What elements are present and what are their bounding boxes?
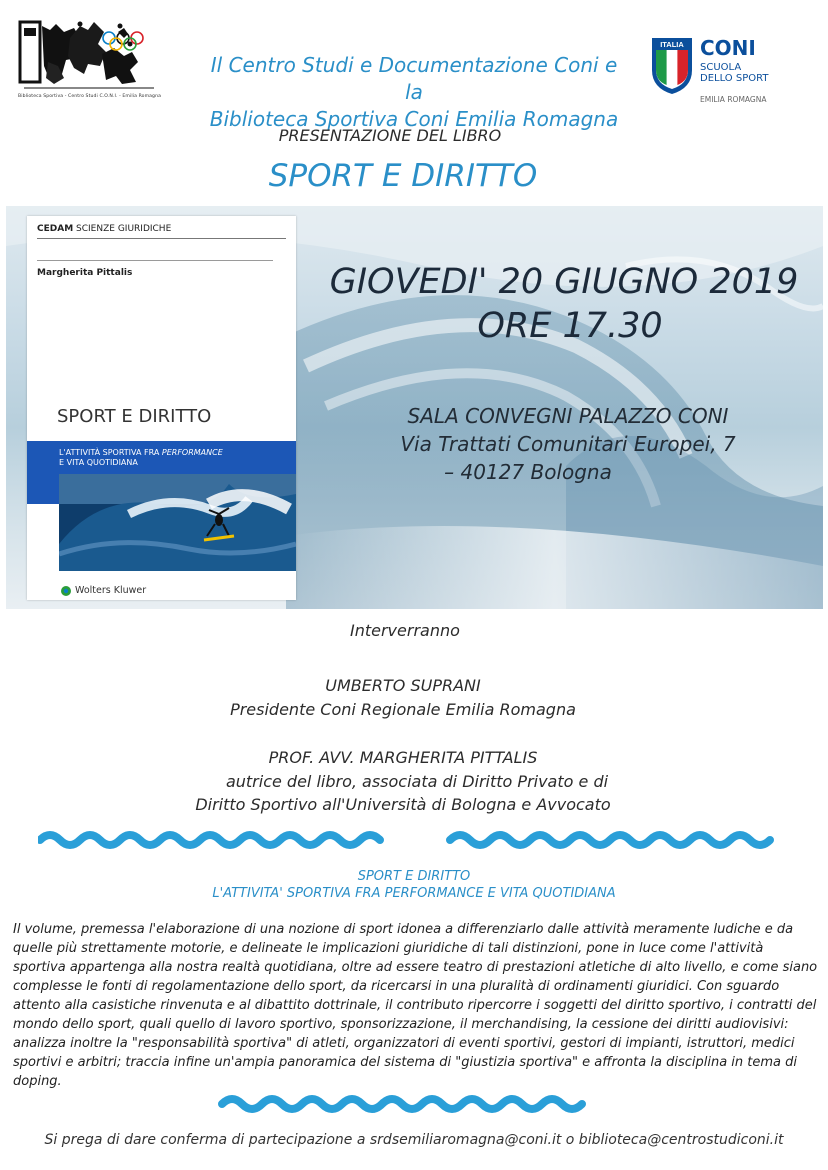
cover-surf-photo xyxy=(59,474,296,571)
organizers-title-line1: Il Centro Studi e Documentazione Coni e la xyxy=(210,53,618,104)
speaker-role: Presidente Coni Regionale Emilia Romagna xyxy=(230,700,576,719)
cover-band-edge xyxy=(27,474,59,504)
book-title: SPORT E DIRITTO xyxy=(268,158,538,194)
coni-region: EMILIA ROMAGNA xyxy=(700,95,767,104)
book-description: Il volume, premessa l'elaborazione di una nozione di sport idonea a differenziarlo dalle attività meramente ludiche e da quelle più strettamente motorie, e delineate le implicazioni giuridiche di tali distinzioni, pone in luce come l'attività sportiva appartenga alla nostra realtà quotidiana, oltre ad essere teatro di prestazioni atletiche di alto livello, e come siano complesse le fonti di regolamentazione dello sport, da ricercarsi in una pluralità di ordinamenti giuridici. Con sguardo attento alla casistiche rinvenuta e al dibattito dottrinale, il contributo ripercorre i soggetti del diritto sportivo, i contratti del mondo dello sport, quali quello di lavoro sportivo, sponsorizzazione, il merchandising, la cessione dei diritti audiovisivi: analizza inoltre la "responsabilità sportiva" di atleti, organizzatori di eventi sportivi, gestori di impianti, istruttori, medici sportivi e arbitri; traccia infine un'ampia panoramica del sistema di "giustizia sportiva" e affronta la disciplina in tema di doping. xyxy=(13,922,818,1089)
cover-series-name: SCIENZE GIURIDICHE xyxy=(76,224,172,234)
cover-subtitle-italic: PERFORMANCE xyxy=(161,448,223,457)
blurb-title-line2: L'ATTIVITA' SPORTIVA FRA PERFORMANCE E VITA QUOTIDIANA xyxy=(212,886,616,901)
speaker-role: Diritto Sportivo all'Università di Bologna e Avvocato xyxy=(195,795,611,814)
biblioteca-sportiva-logo xyxy=(18,18,161,106)
cover-author: Margherita Pittalis xyxy=(37,268,133,278)
blurb-title xyxy=(0,868,828,902)
wave-divider-icon xyxy=(218,1088,598,1118)
event-date: GIOVEDI' 20 GIUGNO 2019 xyxy=(329,262,799,302)
cover-subtitle-part2: E VITA QUOTIDIANA xyxy=(59,458,138,467)
event-time: ORE 17.30 xyxy=(477,306,663,346)
venue-street: Via Trattati Comunitari Europei, 7 xyxy=(400,432,736,456)
speakers-heading: Interverranno xyxy=(350,621,460,640)
cover-title: SPORT E DIRITTO xyxy=(57,406,212,427)
cover-imprint: Wolters Kluwer xyxy=(75,585,147,596)
speaker-name: PROF. AVV. MARGHERITA PITTALIS xyxy=(268,748,538,767)
speaker-role: autrice del libro, associata di Diritto Privato e di xyxy=(225,772,609,791)
book-cover xyxy=(27,216,296,600)
rsvp-note: Si prega di dare conferma di partecipazione a srdsemiliaromagna@coni.it o biblioteca@centrostudiconi.it xyxy=(44,1132,784,1148)
cover-divider xyxy=(37,238,286,239)
venue-city: – 40127 Bologna xyxy=(444,460,612,484)
wolters-kluwer-icon xyxy=(60,585,72,597)
blurb-title-line1: SPORT E DIRITTO xyxy=(357,869,471,884)
venue-name: SALA CONVEGNI PALAZZO CONI xyxy=(407,404,729,428)
surfer-wave-icon xyxy=(59,474,296,571)
wave-divider-icon xyxy=(38,824,780,854)
cover-divider xyxy=(37,260,273,261)
coni-sub-line1: SCUOLA xyxy=(700,62,742,73)
speaker-name: UMBERTO SUPRANI xyxy=(325,676,481,695)
flag-label: ITALIA xyxy=(660,40,684,49)
presentation-label: PRESENTAZIONE DEL LIBRO xyxy=(278,126,502,145)
coni-sub-line2: DELLO SPORT xyxy=(700,73,769,84)
coni-wordmark: CONI xyxy=(700,36,756,60)
cover-subtitle xyxy=(59,448,289,468)
organizers-title xyxy=(200,52,628,133)
cover-series xyxy=(37,224,171,234)
logo-caption: Biblioteca Sportiva - Centro Studi C.O.N.I. - Emilia Romagna xyxy=(18,94,161,99)
italia-shield-icon xyxy=(650,36,694,96)
coni-logo xyxy=(648,36,788,116)
athletes-silhouette-icon xyxy=(18,18,156,92)
cover-subtitle-part1: L'ATTIVITÀ SPORTIVA FRA xyxy=(59,448,162,457)
cover-publisher: CEDAM xyxy=(37,224,74,234)
organizers-title-line2: Biblioteca Sportiva Coni Emilia Romagna xyxy=(209,107,619,131)
